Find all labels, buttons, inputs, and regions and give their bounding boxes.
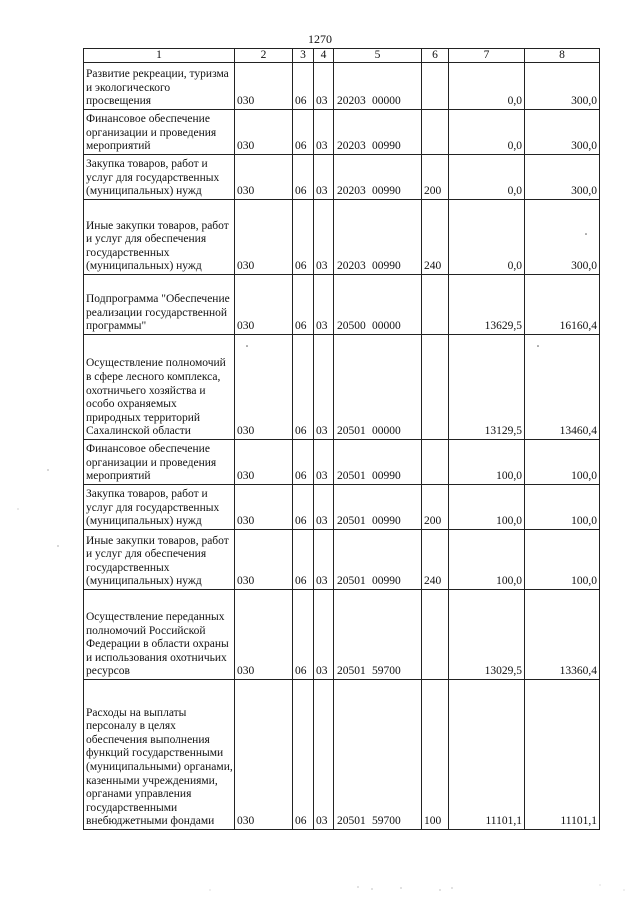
- section-code-cell: 06: [293, 440, 314, 485]
- row-name-cell: Закупка товаров, работ и услуг для государственных (муниципальных) нужд: [84, 155, 235, 200]
- row-name-cell: Закупка товаров, работ и услуг для государственных (муниципальных) нужд: [84, 485, 235, 530]
- section-code-cell: 06: [293, 110, 314, 155]
- amount-year-2-cell: 100,0: [525, 530, 600, 590]
- grbs-code-cell: 030: [235, 200, 293, 275]
- amount-year-1-cell: 0,0: [449, 155, 525, 200]
- grbs-code-cell: 030: [235, 155, 293, 200]
- amount-year-1-cell: 13629,5: [449, 275, 525, 335]
- target-article-program: 20501: [337, 515, 366, 528]
- target-article-cell: [334, 335, 422, 440]
- amount-year-2-cell: 13360,4: [525, 590, 600, 680]
- target-article-cell: [334, 275, 422, 335]
- subsection-code-cell: 03: [314, 275, 334, 335]
- table-row: [84, 155, 600, 200]
- target-article-program: 20501: [337, 425, 366, 438]
- section-code-cell: 06: [293, 680, 314, 830]
- row-name-cell: Расходы на выплаты персоналу в целях обеспечения выполнения функций государственными (муниципальными) органами, казенными учреждениями, органами управления государственными внебюджетными фондами: [84, 680, 235, 830]
- subsection-code-cell: 03: [314, 590, 334, 680]
- subsection-code-cell: 03: [314, 63, 334, 110]
- header-cell: 7: [449, 49, 525, 63]
- target-article-cell: [334, 155, 422, 200]
- subsection-code-cell: 03: [314, 530, 334, 590]
- expense-type-cell: [422, 110, 449, 155]
- amount-year-2-cell: 300,0: [525, 63, 600, 110]
- amount-year-1-cell: 0,0: [449, 200, 525, 275]
- budget-table: [83, 48, 600, 830]
- expense-type-cell: [422, 63, 449, 110]
- grbs-code-cell: 030: [235, 335, 293, 440]
- table-row: [84, 530, 600, 590]
- target-article-direction: 59700: [372, 665, 401, 678]
- expense-type-cell: 240: [422, 530, 449, 590]
- target-article-direction: 00990: [372, 470, 401, 483]
- row-name-cell: Подпрограмма "Обеспечение реализации государственной программы": [84, 275, 235, 335]
- grbs-code-cell: 030: [235, 440, 293, 485]
- target-article-cell: [334, 680, 422, 830]
- table-row: [84, 335, 600, 440]
- grbs-code-cell: 030: [235, 530, 293, 590]
- target-article-program: 20501: [337, 815, 366, 828]
- target-article-program: 20203: [337, 185, 366, 198]
- target-article-direction: 00990: [372, 515, 401, 528]
- section-code-cell: 06: [293, 590, 314, 680]
- target-article-program: 20501: [337, 575, 366, 588]
- grbs-code-cell: 030: [235, 110, 293, 155]
- row-name-cell: Финансовое обеспечение организации и проведения мероприятий: [84, 110, 235, 155]
- subsection-code-cell: 03: [314, 110, 334, 155]
- expense-type-cell: 200: [422, 485, 449, 530]
- expense-type-cell: 100: [422, 680, 449, 830]
- expense-type-cell: [422, 335, 449, 440]
- subsection-code-cell: 03: [314, 200, 334, 275]
- target-article-cell: [334, 590, 422, 680]
- amount-year-2-cell: 300,0: [525, 200, 600, 275]
- target-article-program: 20203: [337, 140, 366, 153]
- target-article-direction: 00990: [372, 260, 401, 273]
- grbs-code-cell: 030: [235, 590, 293, 680]
- section-code-cell: 06: [293, 275, 314, 335]
- expense-type-cell: [422, 440, 449, 485]
- row-name-cell: Осуществление полномочий в сфере лесного комплекса, охотничьего хозяйства и особо охраняемых природных территорий Сахалинской области: [84, 335, 235, 440]
- subsection-code-cell: 03: [314, 335, 334, 440]
- target-article-program: 20500: [337, 320, 366, 333]
- expense-type-cell: [422, 590, 449, 680]
- section-code-cell: 06: [293, 200, 314, 275]
- header-cell: 3: [293, 49, 314, 63]
- header-cell: 8: [525, 49, 600, 63]
- target-article-cell: [334, 485, 422, 530]
- expense-type-cell: 200: [422, 155, 449, 200]
- target-article-program: 20501: [337, 665, 366, 678]
- expense-type-cell: [422, 275, 449, 335]
- amount-year-1-cell: 100,0: [449, 440, 525, 485]
- amount-year-2-cell: 13460,4: [525, 335, 600, 440]
- row-name-cell: Финансовое обеспечение организации и проведения мероприятий: [84, 440, 235, 485]
- amount-year-1-cell: 13129,5: [449, 335, 525, 440]
- amount-year-1-cell: 0,0: [449, 110, 525, 155]
- amount-year-2-cell: 11101,1: [525, 680, 600, 830]
- target-article-cell: [334, 63, 422, 110]
- section-code-cell: 06: [293, 335, 314, 440]
- amount-year-1-cell: 100,0: [449, 485, 525, 530]
- target-article-program: 20203: [337, 260, 366, 273]
- row-name-cell: Иные закупки товаров, работ и услуг для обеспечения государственных (муниципальных) нужд: [84, 530, 235, 590]
- amount-year-2-cell: 300,0: [525, 110, 600, 155]
- expense-type-cell: 240: [422, 200, 449, 275]
- amount-year-1-cell: 13029,5: [449, 590, 525, 680]
- row-name-cell: Развитие рекреации, туризма и экологического просвещения: [84, 63, 235, 110]
- target-article-direction: 00990: [372, 185, 401, 198]
- grbs-code-cell: 030: [235, 63, 293, 110]
- grbs-code-cell: 030: [235, 680, 293, 830]
- amount-year-2-cell: 100,0: [525, 440, 600, 485]
- header-cell: 1: [84, 49, 235, 63]
- table-row: [84, 110, 600, 155]
- amount-year-2-cell: 100,0: [525, 485, 600, 530]
- amount-year-1-cell: 0,0: [449, 63, 525, 110]
- target-article-direction: 00000: [372, 425, 401, 438]
- table-row: [84, 485, 600, 530]
- page-number: 1270: [308, 32, 332, 46]
- header-cell: 4: [314, 49, 334, 63]
- header-cell: 6: [422, 49, 449, 63]
- table-header-row: [84, 49, 600, 63]
- header-cell: 5: [334, 49, 422, 63]
- target-article-direction: 00000: [372, 95, 401, 108]
- grbs-code-cell: 030: [235, 275, 293, 335]
- subsection-code-cell: 03: [314, 155, 334, 200]
- subsection-code-cell: 03: [314, 485, 334, 530]
- target-article-program: 20203: [337, 95, 366, 108]
- amount-year-2-cell: 16160,4: [525, 275, 600, 335]
- table-body: [84, 49, 600, 830]
- section-code-cell: 06: [293, 485, 314, 530]
- table-row: [84, 275, 600, 335]
- table-row: [84, 440, 600, 485]
- header-cell: 2: [235, 49, 293, 63]
- target-article-direction: 00000: [372, 320, 401, 333]
- target-article-cell: [334, 440, 422, 485]
- row-name-cell: Иные закупки товаров, работ и услуг для обеспечения государственных (муниципальных) нужд: [84, 200, 235, 275]
- subsection-code-cell: 03: [314, 440, 334, 485]
- section-code-cell: 06: [293, 530, 314, 590]
- section-code-cell: 06: [293, 155, 314, 200]
- table-row: [84, 200, 600, 275]
- target-article-cell: [334, 110, 422, 155]
- grbs-code-cell: 030: [235, 485, 293, 530]
- amount-year-2-cell: 300,0: [525, 155, 600, 200]
- row-name-cell: Осуществление переданных полномочий Российской Федерации в области охраны и использования охотничьих ресурсов: [84, 590, 235, 680]
- table-row: [84, 590, 600, 680]
- target-article-cell: [334, 530, 422, 590]
- amount-year-1-cell: 11101,1: [449, 680, 525, 830]
- target-article-cell: [334, 200, 422, 275]
- target-article-direction: 59700: [372, 815, 401, 828]
- table-row: [84, 680, 600, 830]
- target-article-direction: 00990: [372, 575, 401, 588]
- target-article-program: 20501: [337, 470, 366, 483]
- section-code-cell: 06: [293, 63, 314, 110]
- table-row: [84, 63, 600, 110]
- subsection-code-cell: 03: [314, 680, 334, 830]
- amount-year-1-cell: 100,0: [449, 530, 525, 590]
- target-article-direction: 00990: [372, 140, 401, 153]
